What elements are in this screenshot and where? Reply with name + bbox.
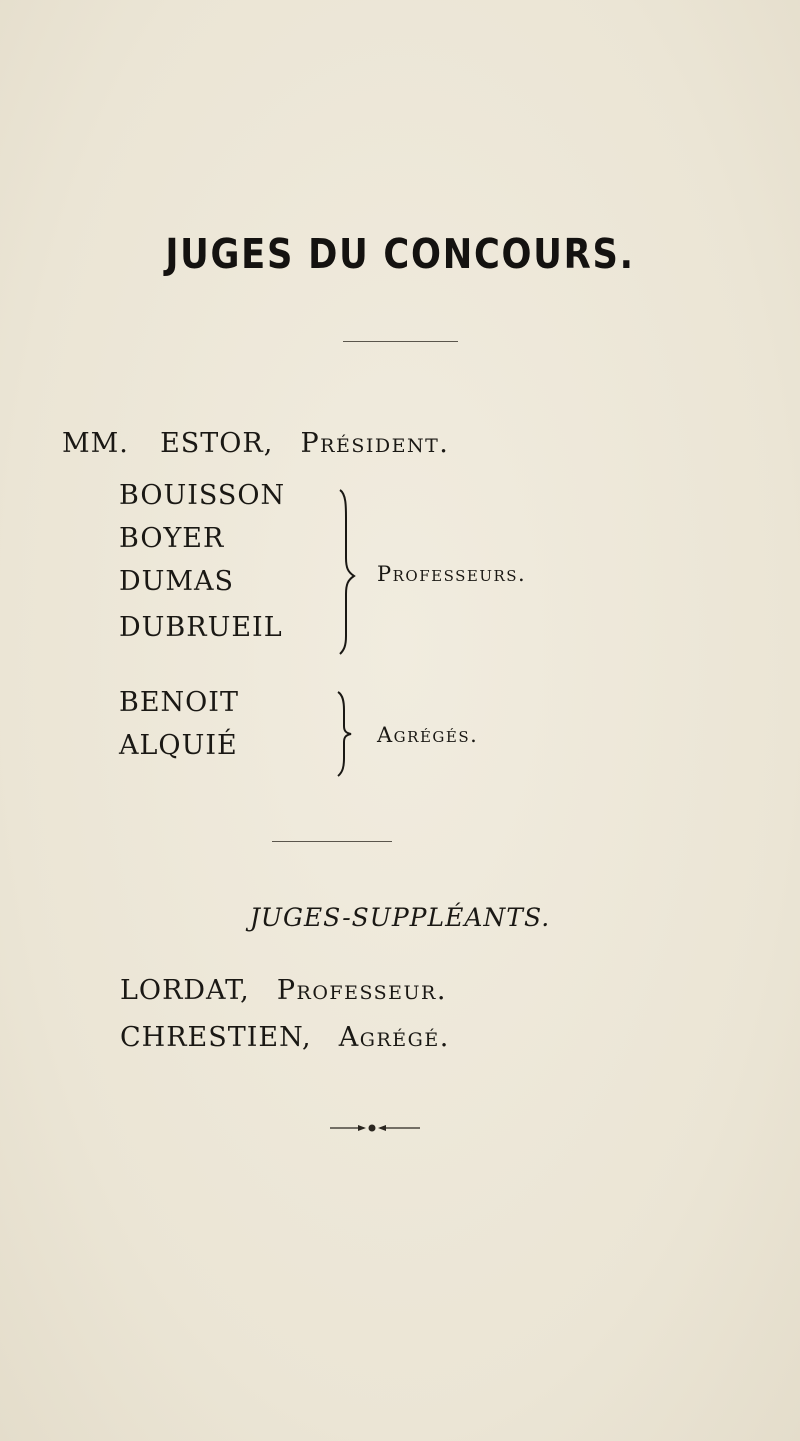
suppleant-entry bbox=[120, 975, 447, 1006]
prefix-mm: MM. bbox=[62, 428, 129, 459]
suppleant-entry bbox=[120, 1022, 450, 1053]
president-role: Président. bbox=[300, 428, 450, 459]
agreges-brace bbox=[328, 690, 354, 778]
professeur-name: DUBRUEIL bbox=[119, 612, 283, 643]
page-title: JUGES DU CONCOURS. bbox=[165, 230, 635, 278]
president-line bbox=[62, 428, 449, 459]
professeur-name: DUMAS bbox=[119, 566, 235, 597]
professeurs-label: Professeurs. bbox=[377, 562, 527, 586]
agreges-label: Agrégés. bbox=[377, 723, 479, 747]
agrege-name: BENOIT bbox=[119, 687, 239, 718]
suppleant-role: Professeur. bbox=[276, 975, 447, 1006]
professeur-name: BOYER bbox=[119, 523, 225, 554]
professeur-name: BOUISSON bbox=[119, 480, 286, 511]
divider-rule-middle bbox=[272, 841, 392, 842]
suppleant-name: LORDAT, bbox=[120, 975, 250, 1006]
suppleants-heading: JUGES-SUPPLÉANTS. bbox=[249, 903, 551, 932]
agrege-name: ALQUIÉ bbox=[119, 730, 238, 761]
professeurs-brace bbox=[326, 488, 356, 656]
suppleant-name: CHRESTIEN, bbox=[120, 1022, 312, 1053]
divider-rule-top bbox=[343, 341, 458, 342]
ornament-icon bbox=[330, 1121, 420, 1135]
president-name: ESTOR, bbox=[160, 428, 274, 459]
suppleant-role: Agrégé. bbox=[338, 1022, 450, 1053]
